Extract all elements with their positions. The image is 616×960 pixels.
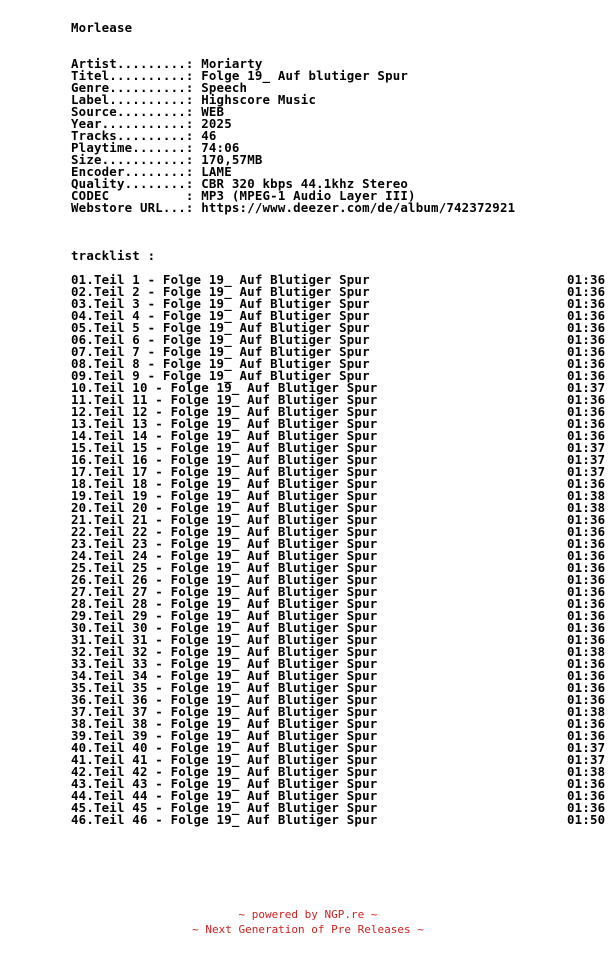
track-duration: 01:36: [567, 668, 606, 683]
track-title: 42.Teil 42 - Folge 19_ Auf Blutiger Spur: [71, 764, 378, 779]
track-duration: 01:37: [567, 464, 606, 479]
track-title: 11.Teil 11 - Folge 19_ Auf Blutiger Spur: [71, 392, 378, 407]
track-duration: 01:38: [567, 500, 606, 515]
info-value: Highscore Music: [201, 92, 317, 107]
track-duration: 01:36: [567, 284, 606, 299]
track-duration: 01:36: [567, 728, 606, 743]
track-duration: 01:36: [567, 512, 606, 527]
track-duration: 01:36: [567, 524, 606, 539]
info-value: Moriarty: [201, 56, 263, 71]
track-duration: 01:36: [567, 572, 606, 587]
track-title: 26.Teil 26 - Folge 19_ Auf Blutiger Spur: [71, 572, 378, 587]
track-title: 37.Teil 37 - Folge 19_ Auf Blutiger Spur: [71, 704, 378, 719]
track-duration: 01:36: [567, 308, 606, 323]
info-value: Folge 19_ Auf blutiger Spur: [201, 68, 409, 83]
track-duration: 01:36: [567, 620, 606, 635]
track-title: 22.Teil 22 - Folge 19_ Auf Blutiger Spur: [71, 524, 378, 539]
track-duration: 01:36: [567, 608, 606, 623]
info-key: Year...........:: [71, 116, 194, 131]
track-title: 24.Teil 24 - Folge 19_ Auf Blutiger Spur: [71, 548, 378, 563]
track-duration: 01:37: [567, 440, 606, 455]
track-title: 12.Teil 12 - Folge 19_ Auf Blutiger Spur: [71, 404, 378, 419]
track-title: 38.Teil 38 - Folge 19_ Auf Blutiger Spur: [71, 716, 378, 731]
info-key: Quality........:: [71, 176, 194, 191]
track-duration: 01:37: [567, 452, 606, 467]
track-duration: 01:36: [567, 560, 606, 575]
track-duration: 01:36: [567, 320, 606, 335]
track-duration: 01:36: [567, 404, 606, 419]
track-title: 46.Teil 46 - Folge 19_ Auf Blutiger Spur: [71, 812, 378, 827]
track-title: 18.Teil 18 - Folge 19_ Auf Blutiger Spur: [71, 476, 378, 491]
info-value: https://www.deezer.com/de/album/742372921: [201, 200, 516, 215]
info-key: Tracks.........:: [71, 128, 194, 143]
spacer: [71, 226, 616, 238]
spacer: [71, 34, 616, 46]
nfo-document: [71, 22, 616, 826]
track-duration: 01:36: [567, 368, 606, 383]
track-title: 28.Teil 28 - Folge 19_ Auf Blutiger Spur: [71, 596, 378, 611]
info-value: 2025: [201, 116, 232, 131]
footer-powered-by: ~ powered by NGP.re ~: [238, 908, 378, 921]
track-row: [71, 814, 616, 826]
track-title: 25.Teil 25 - Folge 19_ Auf Blutiger Spur: [71, 560, 378, 575]
track-duration: 01:36: [567, 716, 606, 731]
track-duration: 01:36: [567, 392, 606, 407]
track-title: 19.Teil 19 - Folge 19_ Auf Blutiger Spur: [71, 488, 378, 503]
track-duration: 01:36: [567, 428, 606, 443]
track-title: 03.Teil 3 - Folge 19_ Auf Blutiger Spur: [71, 296, 370, 311]
track-title: 33.Teil 33 - Folge 19_ Auf Blutiger Spur: [71, 656, 378, 671]
info-row: [71, 202, 616, 214]
track-title: 27.Teil 27 - Folge 19_ Auf Blutiger Spur: [71, 584, 378, 599]
track-title: 44.Teil 44 - Folge 19_ Auf Blutiger Spur: [71, 788, 378, 803]
track-title: 34.Teil 34 - Folge 19_ Auf Blutiger Spur: [71, 668, 378, 683]
track-title: 10.Teil 10 - Folge 19_ Auf Blutiger Spur: [71, 380, 378, 395]
track-duration: 01:36: [567, 296, 606, 311]
track-duration: 01:36: [567, 476, 606, 491]
track-duration: 01:36: [567, 680, 606, 695]
track-duration: 01:36: [567, 632, 606, 647]
track-duration: 01:36: [567, 656, 606, 671]
info-key: Playtime.......:: [71, 140, 194, 155]
track-title: 23.Teil 23 - Folge 19_ Auf Blutiger Spur: [71, 536, 378, 551]
track-title: 30.Teil 30 - Folge 19_ Auf Blutiger Spur: [71, 620, 378, 635]
spacer: [71, 214, 616, 226]
track-duration: 01:38: [567, 488, 606, 503]
info-value: Speech: [201, 80, 248, 95]
tracklist-heading: tracklist :: [71, 248, 156, 263]
track-title: 09.Teil 9 - Folge 19_ Auf Blutiger Spur: [71, 368, 370, 383]
track-duration: 01:36: [567, 272, 606, 287]
tracklist: [71, 274, 616, 826]
info-value: WEB: [201, 104, 225, 119]
info-value: 74:06: [201, 140, 240, 155]
track-duration: 01:36: [567, 596, 606, 611]
track-duration: 01:36: [567, 356, 606, 371]
track-title: 32.Teil 32 - Folge 19_ Auf Blutiger Spur: [71, 644, 378, 659]
track-title: 40.Teil 40 - Folge 19_ Auf Blutiger Spur: [71, 740, 378, 755]
track-title: 31.Teil 31 - Folge 19_ Auf Blutiger Spur: [71, 632, 378, 647]
release-info: [71, 58, 616, 214]
track-duration: 01:36: [567, 788, 606, 803]
info-value: 46: [201, 128, 217, 143]
track-duration: 01:37: [567, 752, 606, 767]
track-duration: 01:37: [567, 740, 606, 755]
track-duration: 01:36: [567, 800, 606, 815]
track-title: 14.Teil 14 - Folge 19_ Auf Blutiger Spur: [71, 428, 378, 443]
track-title: 39.Teil 39 - Folge 19_ Auf Blutiger Spur: [71, 728, 378, 743]
track-title: 35.Teil 35 - Folge 19_ Auf Blutiger Spur: [71, 680, 378, 695]
info-key: Webstore URL...:: [71, 200, 194, 215]
info-key: Genre..........:: [71, 80, 194, 95]
info-key: Artist.........:: [71, 56, 194, 71]
info-key: Label..........:: [71, 92, 194, 107]
track-duration: 01:36: [567, 416, 606, 431]
track-title: 36.Teil 36 - Folge 19_ Auf Blutiger Spur: [71, 692, 378, 707]
track-duration: 01:36: [567, 584, 606, 599]
track-title: 45.Teil 45 - Folge 19_ Auf Blutiger Spur: [71, 800, 378, 815]
track-title: 07.Teil 7 - Folge 19_ Auf Blutiger Spur: [71, 344, 370, 359]
track-duration: 01:38: [567, 764, 606, 779]
track-title: 02.Teil 2 - Folge 19_ Auf Blutiger Spur: [71, 284, 370, 299]
track-duration: 01:38: [567, 644, 606, 659]
info-key: Source.........:: [71, 104, 194, 119]
track-title: 17.Teil 17 - Folge 19_ Auf Blutiger Spur: [71, 464, 378, 479]
info-key: Encoder........:: [71, 164, 194, 179]
footer-tagline: ~ Next Generation of Pre Releases ~: [192, 923, 424, 936]
track-duration: 01:36: [567, 692, 606, 707]
info-key: Titel..........:: [71, 68, 194, 83]
track-title: 04.Teil 4 - Folge 19_ Auf Blutiger Spur: [71, 308, 370, 323]
info-key: Size...........:: [71, 152, 194, 167]
track-duration: 01:37: [567, 380, 606, 395]
track-duration: 01:36: [567, 548, 606, 563]
track-duration: 01:36: [567, 536, 606, 551]
track-title: 15.Teil 15 - Folge 19_ Auf Blutiger Spur: [71, 440, 378, 455]
track-duration: 01:36: [567, 344, 606, 359]
track-title: 21.Teil 21 - Folge 19_ Auf Blutiger Spur: [71, 512, 378, 527]
track-duration: 01:38: [567, 704, 606, 719]
track-title: 41.Teil 41 - Folge 19_ Auf Blutiger Spur: [71, 752, 378, 767]
track-title: 06.Teil 6 - Folge 19_ Auf Blutiger Spur: [71, 332, 370, 347]
info-value: 170,57MB: [201, 152, 263, 167]
track-title: 13.Teil 13 - Folge 19_ Auf Blutiger Spur: [71, 416, 378, 431]
track-title: 16.Teil 16 - Folge 19_ Auf Blutiger Spur: [71, 452, 378, 467]
track-duration: 01:50: [567, 812, 606, 827]
info-key: CODEC :: [71, 188, 194, 203]
track-title: 20.Teil 20 - Folge 19_ Auf Blutiger Spur: [71, 500, 378, 515]
track-title: 43.Teil 43 - Folge 19_ Auf Blutiger Spur: [71, 776, 378, 791]
track-duration: 01:36: [567, 776, 606, 791]
info-value: MP3 (MPEG-1 Audio Layer III): [201, 188, 416, 203]
release-name: Morlease: [71, 20, 133, 35]
track-title: 05.Teil 5 - Folge 19_ Auf Blutiger Spur: [71, 320, 370, 335]
track-title: 08.Teil 8 - Folge 19_ Auf Blutiger Spur: [71, 356, 370, 371]
track-title: 29.Teil 29 - Folge 19_ Auf Blutiger Spur: [71, 608, 378, 623]
info-value: LAME: [201, 164, 232, 179]
track-title: 01.Teil 1 - Folge 19_ Auf Blutiger Spur: [71, 272, 370, 287]
track-duration: 01:36: [567, 332, 606, 347]
info-value: CBR 320 kbps 44.1khz Stereo: [201, 176, 409, 191]
